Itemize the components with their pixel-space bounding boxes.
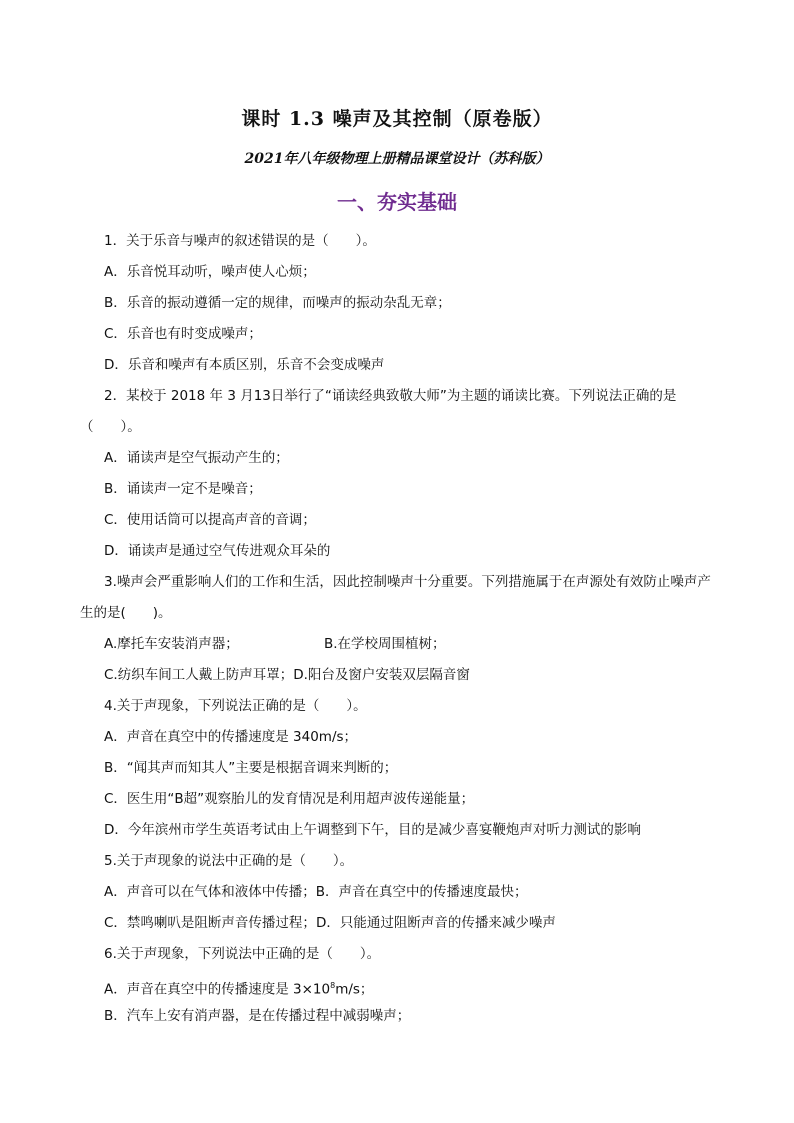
question-4-option-a: A．声音在真空中的传播速度是 340m/s；	[104, 729, 358, 745]
question-3-option-c: C.纺织车间工人戴上防声耳罩；	[104, 667, 294, 683]
question-2-option-d: D．诵读声是通过空气传进观众耳朵的	[104, 543, 331, 559]
question-3-option-a: A.摩托车安装消声器；	[104, 636, 239, 652]
question-1-option-c: C．乐音也有时变成噪声；	[104, 326, 262, 342]
question-6-option-a-text: A．声音在真空中的传播速度是 3×10	[104, 981, 331, 998]
question-6-stem: 6.关于声现象，下列说法中正确的是（ ）。	[104, 946, 381, 962]
question-6-option-a-unit: m/s；	[335, 981, 374, 998]
question-3-options-cd	[80, 660, 720, 691]
question-3-option-b: B.在学校周围植树；	[324, 636, 446, 652]
question-5-option-b: B．声音在真空中的传播速度最快；	[315, 884, 528, 900]
question-2-stem: 2．某校于 2018 年 3 月13日举行了“诵读经典致敬大师”为主题的诵读比赛。下列说法正确的是（ ）。	[80, 388, 677, 435]
question-5-option-a: A．声音可以在气体和液体中传播；	[104, 884, 316, 900]
question-2-option-c: C．使用话筒可以提高声音的音调；	[104, 512, 316, 528]
page-title: 课时 1.3 噪声及其控制（原卷版）	[241, 108, 553, 130]
question-1-option-b: B．乐音的振动遵循一定的规律，而噪声的振动杂乱无章；	[104, 295, 451, 311]
page-subtitle: 2021年八年级物理上册精品课堂设计（苏科版）	[244, 151, 550, 167]
question-5-option-d: D．只能通过阻断声音的传播来减少噪声	[315, 915, 556, 931]
question-list	[80, 226, 720, 1032]
question-5-options-cd	[80, 908, 720, 939]
question-4-stem: 4.关于声现象，下列说法正确的是（ ）。	[104, 698, 367, 714]
question-5-stem: 5.关于声现象的说法中正确的是（ ）。	[104, 853, 354, 869]
question-6-option-b: B．汽车上安有消声器，是在传播过程中减弱噪声；	[104, 1008, 411, 1024]
question-1-stem: 1．关于乐音与噪声的叙述错误的是（ ）。	[104, 233, 376, 249]
question-4-option-c: C．医生用“B超”观察胎儿的发育情况是利用超声波传递能量；	[104, 791, 475, 807]
question-1-option-a: A．乐音悦耳动听，噪声使人心烦；	[104, 264, 316, 280]
question-5-options-ab	[80, 877, 720, 908]
question-3-option-d: D.阳台及窗户安装双层隔音窗	[293, 667, 470, 683]
question-3-stem: 3.噪声会严重影响人们的工作和生活，因此控制噪声十分重要。下列措施属于在声源处有效防止噪声产生的是( )。	[80, 574, 711, 621]
question-2-option-a: A．诵读声是空气振动产生的；	[104, 450, 289, 466]
question-6-option-a-exponent: 8	[330, 981, 336, 990]
section-heading: 一、夯实基础	[337, 190, 457, 214]
question-6-option-a	[80, 970, 720, 1001]
question-4-option-b: B．“闻其声而知其人”主要是根据音调来判断的；	[104, 760, 398, 776]
question-1-option-d: D．乐音和噪声有本质区别，乐音不会变成噪声	[104, 357, 385, 373]
question-4-option-d: D．今年滨州市学生英语考试由上午调整到下午，目的是减少喜宴鞭炮声对听力测试的影响	[104, 822, 641, 838]
question-2-option-b: B．诵读声一定不是噪音；	[104, 481, 262, 497]
question-5-option-c: C．禁鸣喇叭是阻断声音传播过程；	[104, 915, 316, 931]
question-3-options-ab	[80, 629, 720, 660]
